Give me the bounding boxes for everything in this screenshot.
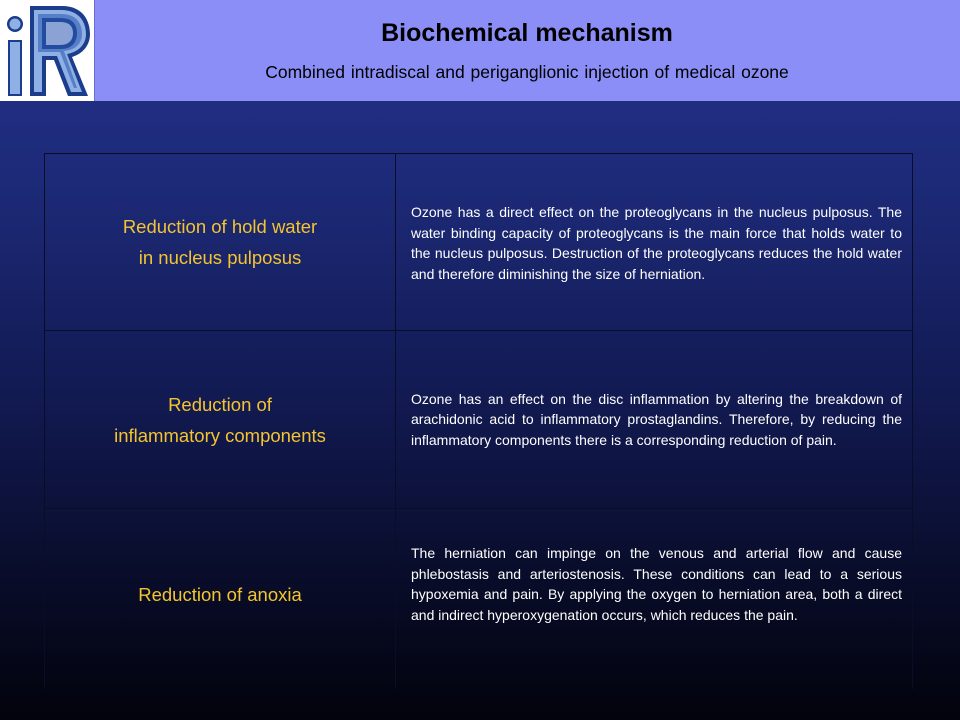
row-heading-line: Reduction of [168,393,272,415]
row-description [396,509,913,689]
row-description [396,331,913,508]
row-heading [45,154,396,330]
row-heading [45,509,396,689]
row-heading-line: Reduction of anoxia [138,583,302,605]
row-heading-line: Reduction of hold water [122,216,318,237]
row-heading-line: inflammatory components [114,424,326,446]
mechanism-table [44,153,913,689]
row-heading-line: in nucleus pulposus [138,247,302,268]
row-description-text: Ozone has an effect on the disc inflammation by altering the breakdown of arachidonic acid to inflammatory prostaglandins. Therefore, by reducing the inflammatory components there is a corresponding reduction of pain. [411,390,902,448]
header-banner [0,0,960,101]
logo [0,0,95,101]
page-title: Biochemical mechanism [381,19,673,47]
row-description [396,154,913,330]
iR-logo-icon [0,0,94,101]
table-row [45,331,913,509]
row-description-text: The herniation can impinge on the venous and arterial flow and cause phlebostasis and arteriostenosis. These conditions can lead to a serious hypoxemia and pain. By applying the oxygen to herniation area, both a direct and indirect hyperoxygenation occurs, which reduces the pain. [411,545,902,623]
table-row [45,509,913,689]
row-description-text: Ozone has a direct effect on the proteoglycans in the nucleus pulposus. The water binding capacity of proteoglycans is the main force that holds water to the nucleus pulposus. Destruction of the proteoglycans reduces the hold water and therefore diminishing the size of herniation. [411,204,902,282]
table-row [45,154,913,331]
row-heading [45,331,396,508]
page-subtitle: Combined intradiscal and periganglionic injection of medical ozone [265,62,789,82]
